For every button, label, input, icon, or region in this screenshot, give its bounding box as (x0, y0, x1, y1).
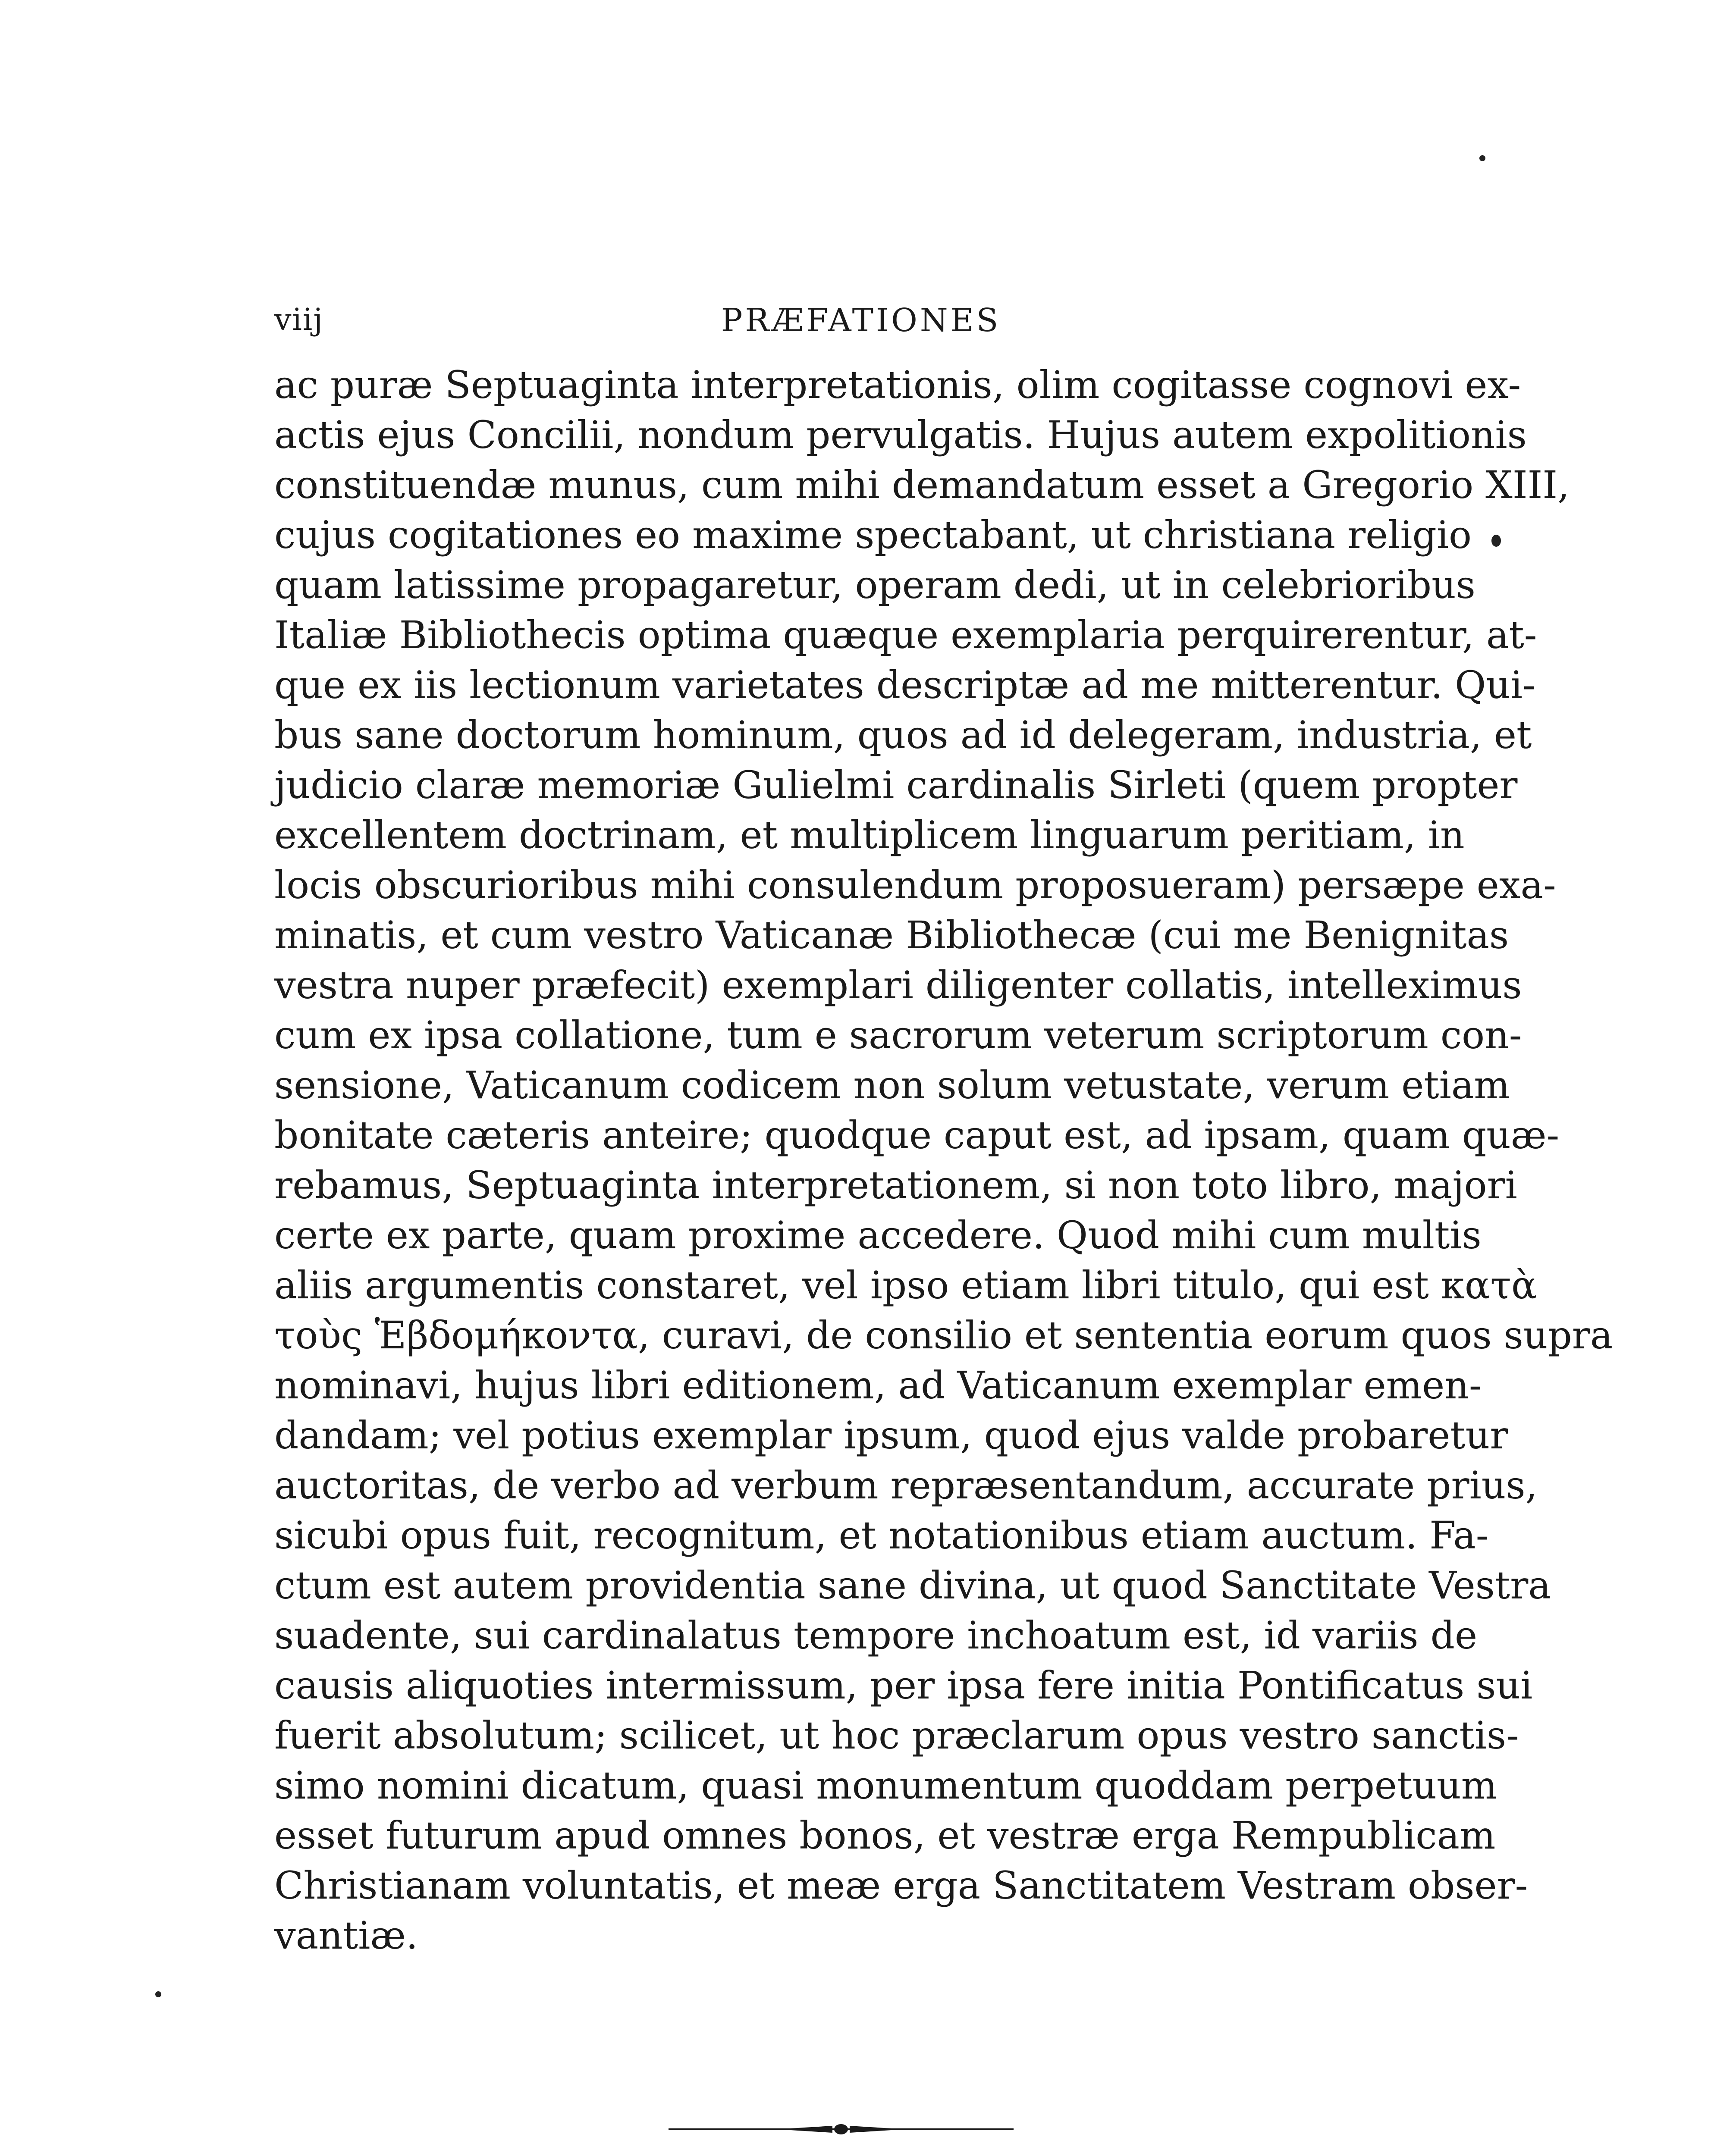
running-head: PRÆFATIONES (721, 302, 1001, 339)
page-number: viij (274, 302, 324, 337)
text-line: constituendæ munus, cum mihi demandatum esset a Gregorio XIII, (274, 463, 1570, 507)
text-line: dandam; vel potius exemplar ipsum, quod ejus valde probaretur (274, 1413, 1508, 1457)
page-header (274, 302, 1447, 358)
text-line: suadente, sui cardinalatus tempore inchoatum est, id variis de (274, 1613, 1478, 1658)
text-line: ac puræ Septuaginta interpretationis, olim cogitasse cognovi ex- (274, 363, 1521, 407)
text-line: judicio claræ memoriæ Gulielmi cardinalis Sirleti (quem propter (274, 763, 1518, 807)
text-line: Christianam voluntatis, et meæ erga Sanctitatem Vestram obser- (274, 1863, 1528, 1908)
text-line: excellentem doctrinam, et multiplicem linguarum peritiam, in (274, 813, 1465, 857)
text-line: sensione, Vaticanum codicem non solum vetustate, verum etiam (274, 1063, 1510, 1107)
text-line: vantiæ. (274, 1913, 418, 1958)
text-line: auctoritas, de verbo ad verbum repræsentandum, accurate prius, (274, 1463, 1538, 1507)
text-line: rebamus, Septuaginta interpretationem, si non toto libro, majori (274, 1163, 1517, 1207)
text-line: nominavi, hujus libri editionem, ad Vaticanum exemplar emen- (274, 1363, 1482, 1407)
text-line: minatis, et cum vestro Vaticanæ Bibliothecæ (cui me Benignitas (274, 913, 1509, 957)
text-line: fuerit absolutum; scilicet, ut hoc præclarum opus vestro sanctis- (274, 1713, 1519, 1758)
text-line: vestra nuper præfecit) exemplari diligenter collatis, intelleximus (274, 963, 1522, 1007)
text-line: locis obscurioribus mihi consulendum proposueram) persæpe exa- (274, 863, 1556, 907)
text-line: quam latissime propagaretur, operam dedi, ut in celebrioribus (274, 563, 1475, 607)
text-line: Italiæ Bibliothecis optima quæque exemplaria perquirerentur, at- (274, 613, 1537, 657)
text-line: cujus cogitationes eo maxime spectabant, ut christiana religio (274, 513, 1472, 557)
text-line: esset futurum apud omnes bonos, et vestræ erga Rempublicam (274, 1813, 1496, 1858)
text-line: aliis argumentis constaret, vel ipso etiam libri titulo, qui est κατὰ (274, 1263, 1537, 1307)
text-line: simo nomini dicatum, quasi monumentum quoddam perpetuum (274, 1763, 1497, 1808)
text-line: causis aliquoties intermissum, per ipsa fere initia Pontificatus sui (274, 1663, 1533, 1708)
text-line: cum ex ipsa collatione, tum e sacrorum veterum scriptorum con- (274, 1013, 1522, 1057)
text-line: bonitate cæteris anteire; quodque caput est, ad ipsam, quam quæ- (274, 1113, 1560, 1157)
text-line: sicubi opus fuit, recognitum, et notationibus etiam auctum. Fa- (274, 1513, 1489, 1557)
body-text (274, 360, 1613, 1961)
text-line: ctum est autem providentia sane divina, ut quod Sanctitate Vestra (274, 1563, 1551, 1608)
speck-mark (155, 1991, 161, 1997)
speck-mark (1491, 535, 1501, 547)
text-line: τοὺς Ἑβδομήκοντα, curavi, de consilio et sententia eorum quos supra (274, 1313, 1613, 1357)
text-line: que ex iis lectionum varietates descriptæ ad me mitterentur. Qui- (274, 663, 1535, 707)
text-line: bus sane doctorum hominum, quos ad id delegeram, industria, et (274, 713, 1532, 757)
speck-mark (1479, 155, 1485, 161)
text-line: actis ejus Concilii, nondum pervulgatis. Hujus autem expolitionis (274, 413, 1527, 457)
tailpiece-ornament-icon (669, 2121, 1014, 2138)
text-line: certe ex parte, quam proxime accedere. Quod mihi cum multis (274, 1213, 1482, 1257)
